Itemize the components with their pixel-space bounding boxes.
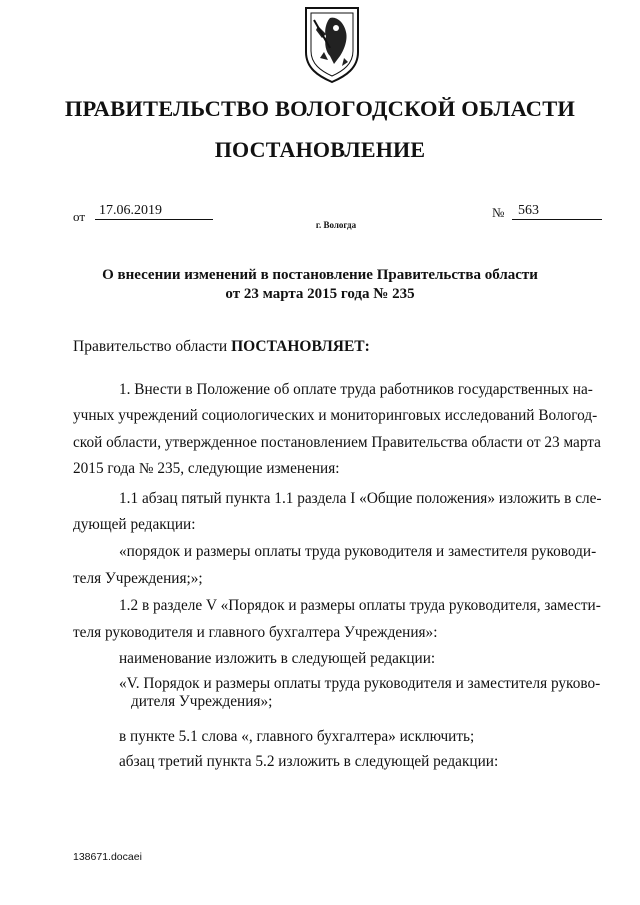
paragraph-7: в пункте 5.1 слова «, главного бухгалтера» исключить; [119, 728, 475, 745]
paragraph-3-line-2: теля Учреждения;»; [73, 570, 203, 587]
document-type-title: ПОСТАНОВЛЕНИЕ [214, 137, 426, 162]
paragraph-2-line-2: дующей редакции: [73, 516, 196, 533]
paragraph-1-line-4: 2015 года № 235, следующие изменения: [73, 460, 340, 477]
paragraph-6-line-1: «V. Порядок и размеры оплаты труда руководителя и заместителя руково- [119, 675, 601, 692]
subject-line-1: О внесении изменений в постановление Правительства области [102, 267, 538, 283]
number-prefix: № [492, 205, 505, 220]
decree-date: 17.06.2019 [95, 202, 213, 220]
paragraph-2-line-1: 1.1 абзац пятый пункта 1.1 раздела I «Общие положения» изложить в сле- [119, 490, 602, 507]
vologda-oblast-coat-of-arms-icon [300, 4, 364, 84]
decree-subject [0, 266, 640, 304]
preamble-emphasis: ПОСТАНОВЛЯЕТ: [231, 338, 370, 355]
decree-number: 563 [512, 202, 602, 220]
preamble [73, 338, 370, 356]
paragraph-1-line-3: ской области, утвержденное постановлением Правительства области от 23 марта [73, 434, 601, 451]
paragraph-1-line-1: 1. Внести в Положение об оплате труда работников государственных на- [119, 381, 593, 398]
paragraph-4-line-2: теля руководителя и главного бухгалтера Учреждения»: [73, 624, 438, 641]
date-prefix: от [73, 209, 86, 224]
paragraph-1-line-2: учных учреждений социологических и мониторинговых исследований Вологод- [73, 407, 598, 424]
subject-line-2: от 23 марта 2015 года № 235 [225, 286, 415, 302]
paragraph-5: наименование изложить в следующей редакции: [119, 650, 436, 667]
preamble-text: Правительство области [73, 338, 228, 355]
paragraph-3-line-1: «порядок и размеры оплаты труда руководителя и заместителя руководи- [119, 543, 597, 560]
paragraph-8: абзац третий пункта 5.2 изложить в следующей редакции: [119, 753, 499, 770]
file-code: 138671.docaei [73, 851, 142, 863]
government-title: ПРАВИТЕЛЬСТВО ВОЛОГОДСКОЙ ОБЛАСТИ [64, 96, 576, 121]
paragraph-4-line-1: 1.2 в разделе V «Порядок и размеры оплаты труда руководителя, замести- [119, 597, 601, 614]
city-label: г. Вологда [315, 220, 357, 230]
quoted-heading-block [119, 675, 599, 711]
paragraph-6-line-2: дителя Учреждения»; [131, 693, 273, 710]
